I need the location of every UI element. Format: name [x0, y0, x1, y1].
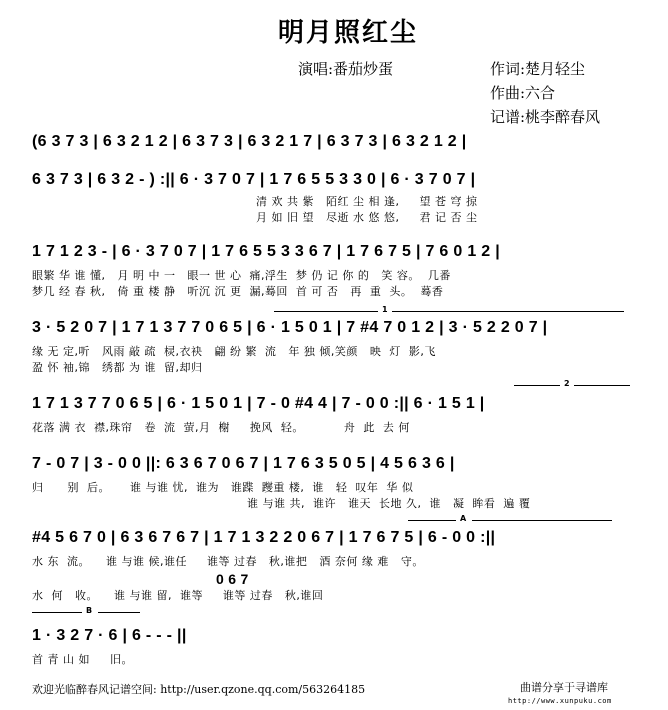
mark-b-line-right: [98, 612, 140, 613]
song-title: 明月照红尘: [278, 18, 419, 48]
footer-badge: 曲谱分享于寻谱库: [520, 681, 608, 694]
score-row-8-lyrics-1: 水 何 收。 谁 与谁 留, 谁等 谁等 过春 秋,谁回: [32, 589, 324, 602]
singer-credit: 演唱:番茄炒蛋: [298, 60, 394, 78]
score-row-2-lyrics-2: 月 如 旧 望 尽逝 水 悠 悠, 君 记 否 尘: [256, 211, 478, 224]
mark-b-line-left: [32, 612, 82, 613]
score-row-3-lyrics-2: 梦几 经 春 秋, 倚 重 楼 静 听沉 沉 更 漏,蓦回 首 可 否 再 重 头。 蓦香: [32, 285, 444, 298]
score-row-2-notes: 6 3 7 3 | 6 3 2 - ) :|| 6 · 3 7 0 7 | 1 7 6 5 5 3 3 0 | 6 · 3 7 0 7 |: [32, 171, 476, 188]
volta-2-bracket-left: [514, 385, 560, 386]
mark-a-line-left: [408, 520, 456, 521]
mark-a-line-right: [472, 520, 612, 521]
score-row-3-notes: 1 7 1 2 3 - | 6 · 3 7 0 7 | 1 7 6 5 5 3 3 6 7 | 1 7 6 7 5 | 7 6 0 1 2 |: [32, 243, 500, 260]
composer-credit: 作曲:六合: [490, 84, 556, 102]
score-row-5-lyrics-1: 花落 满 衣 襟,珠帘 卷 流 萤,月 榭 挽风 轻。 舟 此 去 何: [32, 421, 410, 434]
score-row-9-lyrics-1: 首 青 山 如 旧。: [32, 653, 133, 666]
score-row-5-notes: 1 7 1 3 7 7 0 6 5 | 6 · 1 5 0 1 | 7 - 0 #4 4 | 7 - 0 0 :|| 6 · 1 5 1 |: [32, 395, 485, 412]
score-row-8-notes: 0 6 7: [216, 571, 249, 587]
score-row-7-notes: #4 5 6 7 0 | 6 3 6 7 6 7 | 1 7 1 3 2 2 0 6 7 | 1 7 6 7 5 | 6 - 0 0 :||: [32, 529, 496, 546]
rehearsal-mark-a: A: [460, 514, 467, 523]
score-row-6-lyrics-1: 归 别 后。 谁 与谁 忧, 谁为 谁蹀 躞重 楼, 谁 轻 叹年 华 似: [32, 481, 414, 494]
score-row-4-lyrics-1: 缘 无 定,听 风雨 敲 疏 棂,衣袂 翩 纷 繁 流 年 独 倾,笑颜 映 灯 影,飞: [32, 345, 436, 358]
score-row-4-lyrics-2: 盈 怀 袖,锦 绣都 为 谁 留,却归: [32, 361, 203, 374]
transcriber-credit: 记谱:桃李醉春风: [490, 108, 601, 126]
score-row-4-notes: 3 · 5 2 0 7 | 1 7 1 3 7 7 0 6 5 | 6 · 1 5 0 1 | 7 #4 7 0 1 2 | 3 · 5 2 2 0 7 |: [32, 319, 548, 336]
footer-site: http://www.xunpuku.com: [508, 697, 612, 705]
score-row-1-notes: (6 3 7 3 | 6 3 2 1 2 | 6 3 7 3 | 6 3 2 1 7 | 6 3 7 3 | 6 3 2 1 2 |: [32, 133, 467, 150]
volta-2-bracket-right: [574, 385, 630, 386]
score-row-7-lyrics-1: 水 东 流。 谁 与谁 候,谁任 谁等 过春 秋,谁把 酒 奈何 缘 难 守。: [32, 555, 424, 568]
volta-2-number: 2: [564, 379, 570, 388]
score-row-3-lyrics-1: 眼繁 华 谁 懂, 月 明 中 一 眼一 世 心 痛,浮生 梦 仍 记 你 的 笑 容。 几番: [32, 269, 451, 282]
footer-welcome: 欢迎光临醉春风记谱空间: http://user.qzone.qq.com/563264185: [32, 683, 366, 696]
score-row-6-notes: 7 - 0 7 | 3 - 0 0 ||: 6 3 6 7 0 6 7 | 1 7 6 3 5 0 5 | 4 5 6 3 6 |: [32, 455, 455, 472]
rehearsal-mark-b: B: [86, 606, 93, 615]
volta-1-bracket-left: [274, 311, 378, 312]
score-row-6-lyrics-2: 谁 与谁 共, 谁许 谁天 长地 久, 谁 凝 眸看 遍 覆: [247, 497, 531, 510]
score-row-2-lyrics-1: 清 欢 共 紫 陌红 尘 相 逢, 望 苍 穹 掠: [256, 195, 478, 208]
volta-1-bracket-right: [392, 311, 624, 312]
lyricist-credit: 作词:楚月轻尘: [490, 60, 586, 78]
volta-1-number: 1: [382, 305, 388, 314]
score-row-9-notes: 1 · 3 2 7 · 6 | 6 - - - ||: [32, 627, 187, 644]
